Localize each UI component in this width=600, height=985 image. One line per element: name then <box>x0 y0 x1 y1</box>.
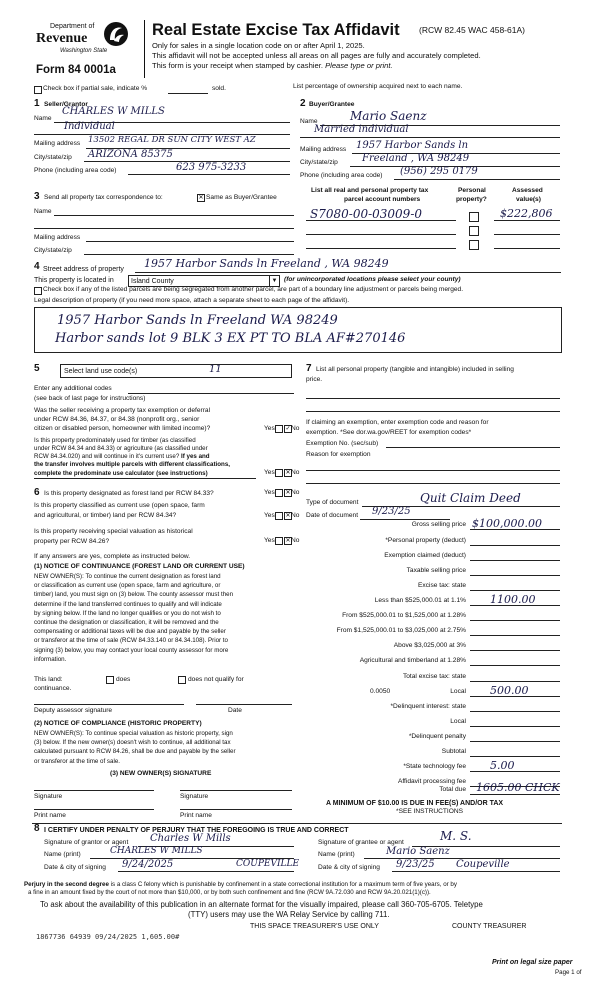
grantor-name: CHARLES W MILLS <box>110 846 203 856</box>
tax-row-label: *State technology fee <box>403 763 466 770</box>
parcel-col-head-2: parcel account numbers <box>344 196 421 203</box>
sec6-q2-line-b: and agricultural, or timber) land per RCW 84.34? <box>34 512 177 519</box>
notice1-line: or transferor at the time of sale (RCW 84.33.140 or 84.34.108). Prior to <box>34 637 228 645</box>
codes-label: Enter any additional codes <box>34 385 112 392</box>
tax-row-line <box>470 620 560 621</box>
tax-row-label: Above $3,025,000 at 3% <box>393 642 466 649</box>
assessed-value: $222,806 <box>500 207 553 220</box>
tax-row-label: *Delinquent interest: state <box>390 703 466 710</box>
notice1-line: information. <box>34 655 67 663</box>
buyer-section-number: 2 <box>300 98 306 109</box>
tax-row-label: Total due <box>439 786 466 793</box>
grantor-sig-label: Signature of grantor or agent <box>44 839 129 846</box>
sec6-q2-yes-label: Yes <box>264 512 275 519</box>
tax-row-label: Exemption claimed (deduct) <box>384 552 466 559</box>
personal-checkbox-1[interactable] <box>469 212 479 222</box>
q2-no-label: No <box>291 469 300 476</box>
sec3-number: 3 <box>34 191 40 202</box>
exempt-label-b: exemption. *See dor.wa.gov/REET for exemption codes* <box>306 429 472 436</box>
q2-line-f: complete the predominate use calculator (see instructions) <box>34 470 208 477</box>
sec6-q3-no-checkbox[interactable]: ✕ <box>285 538 291 544</box>
personal-col-head-2: property? <box>456 196 487 203</box>
notice2-line: calculated pursuant to RCW 84.26, shall be due and payable by the seller <box>34 748 236 756</box>
owner-signature-1: Signature <box>34 793 63 800</box>
assessed-col-head-1: Assessed <box>512 187 543 194</box>
tax-row-line <box>470 771 560 772</box>
deputy-signature-label: Deputy assessor signature <box>34 707 113 714</box>
segregate-label: Check box if any of the listed parcels are being segregated from another parcel, are part of a boundary line adjustment or parcels being merged. <box>43 286 464 293</box>
doc-type-label: Type of document <box>306 499 359 506</box>
form-number: Form 84 0001a <box>36 64 116 76</box>
doc-date: 9/23/25 <box>372 506 411 517</box>
grantee-name: Mario Saenz <box>386 846 450 857</box>
notice1-line: by signing below. If the land no longer qualifies or you do not wish to <box>34 609 221 617</box>
tax-row-label: Affidavit processing fee <box>397 778 466 785</box>
sec7-label-b: price. <box>306 376 323 383</box>
availability-line-1: To ask about the availability of this publication in an alternate format for the visually impaired, please call 360-705-6705. Teletype <box>40 900 483 909</box>
personal-checkbox-3[interactable] <box>469 240 479 250</box>
sec6-q2-line-a: Is this property classified as current use (open space, farm <box>34 502 205 509</box>
buyer-name-label: Name <box>300 118 318 125</box>
sec3-city-label: City/state/zip <box>34 247 72 254</box>
notice2-line: (3) below. If the new owner(s) doesn't wish to continue, all additional tax <box>34 739 231 747</box>
tax-row-label: Subtotal <box>441 748 466 755</box>
parcel-number: S7080-00-03009-0 <box>310 207 423 221</box>
notice1-line: or classification as current use (open space, farm and agriculture, or <box>34 582 221 590</box>
county-note: (for unincorporated locations please select your county) <box>284 276 461 283</box>
perjury-rest: is a class C felony which is punishable by confinement in a state correctional institution for a maximum term of five years, or by <box>108 881 457 888</box>
does-label: does <box>116 676 131 683</box>
ownership-note: List percentage of ownership acquired next to each name. <box>293 83 463 90</box>
buyer-name: Mario Saenz <box>350 109 427 123</box>
tax-row-label: Less than $525,000.01 at 1.1% <box>374 597 466 604</box>
seller-name: CHARLES W MILLS <box>62 106 165 117</box>
sec6-q1: Is this property designated as forest land per RCW 84.33? <box>44 490 214 497</box>
form-subtitle-3a: This form is your receipt when stamped by cashier. <box>152 61 323 70</box>
grantee-sig-label: Signature of grantee or agent <box>318 839 404 846</box>
codes-note: (see back of last page for instructions) <box>34 395 146 402</box>
q1-line-b: under RCW 84.36, 84.37, or 84.38 (nonprofit org., senior <box>34 416 200 423</box>
q2-no-checkbox[interactable]: ✕ <box>285 470 291 476</box>
land-use-value: 11 <box>209 364 222 375</box>
see-instructions: *SEE INSTRUCTIONS <box>396 808 464 815</box>
sec6-note: If any answers are yes, complete as instructed below. <box>34 553 191 560</box>
sec6-q1-no-checkbox[interactable]: ✕ <box>285 490 291 496</box>
street-label: Street address of property <box>43 266 124 273</box>
tax-row-line <box>470 711 560 712</box>
sec6-q3-yes-label: Yes <box>264 537 275 544</box>
parcel-col-head-1: List all real and personal property tax <box>311 187 429 194</box>
q1-line-c: citizen or disabled person, homeowner with limited income)? <box>34 425 211 432</box>
tax-row-line <box>470 590 560 591</box>
tax-row-value: $100,000.00 <box>472 517 542 530</box>
notice1-line: timber) land, you must sign on (3) below. The county assessor must then <box>34 591 234 599</box>
form-rcw: (RCW 82.45 WAC 458-61A) <box>419 25 525 35</box>
assessed-col-head-2: value(s) <box>516 196 541 203</box>
seller-phone-label: Phone (including area code) <box>34 167 117 174</box>
notice2-head: (2) NOTICE OF COMPLIANCE (HISTORIC PROPERTY) <box>34 720 202 727</box>
tax-row-line <box>470 650 560 651</box>
tax-row-label: From $525,000.01 to $1,525,000 at 1.28% <box>342 612 466 619</box>
seller-section-number: 1 <box>34 98 40 109</box>
sec6-number: 6 <box>34 487 40 498</box>
seller-name-label: Name <box>34 115 52 122</box>
land-use-select-label: Select land use code(s) <box>64 367 138 375</box>
buyer-city-label: City/state/zip <box>300 159 338 166</box>
form-subtitle-1: Only for sales in a single location code on or after April 1, 2025. <box>152 41 365 50</box>
availability-line-2: (TTY) users may use the WA Relay Service by calling 711. <box>188 910 390 919</box>
sec6-q1-yes-checkbox[interactable] <box>275 489 283 497</box>
county-select-value: Island County <box>131 277 174 285</box>
q2-yes-label: Yes <box>264 469 275 476</box>
legal-line-1: 1957 Harbor Sands ln Freeland WA 98249 <box>57 313 338 328</box>
page-number: Page 1 of <box>555 969 582 976</box>
treasurer-use-label: THIS SPACE TREASURER'S USE ONLY <box>250 923 379 930</box>
sec6-q3-line-a: Is this property receiving special valuation as historical <box>34 528 193 535</box>
legal-line-2: Harbor sands lot 9 BLK 3 EX PT TO BLA AF#270146 <box>55 331 406 346</box>
q1-no-checkbox[interactable]: ✓ <box>285 426 291 432</box>
grantee-date: 9/23/25 <box>396 859 435 870</box>
sec6-q1-yes-label: Yes <box>264 489 275 496</box>
sec4-number: 4 <box>34 261 40 272</box>
tax-row-label: Total excise tax: state <box>402 673 466 680</box>
sec8-top-rule <box>32 823 562 824</box>
personal-col-head-1: Personal <box>458 187 486 194</box>
buyer-heading: Buyer/Grantee <box>309 101 355 108</box>
does-checkbox[interactable] <box>106 676 114 684</box>
buyer-name-2: Married individual <box>314 124 409 135</box>
grantee-name-label: Name (print) <box>318 851 355 858</box>
sec6-q2-no-checkbox[interactable]: ✕ <box>285 513 291 519</box>
grantor-city: COUPEVILLE <box>236 859 300 869</box>
tax-row-value: 5.00 <box>490 759 515 772</box>
seller-name-2: Individual <box>64 121 115 132</box>
tax-row-line <box>470 681 560 682</box>
owner-print-name-1: Print name <box>34 812 66 819</box>
legal-label: Legal description of property (if you need more space, attach a separate sheet to each page of the affidavit). <box>34 297 350 304</box>
form-subtitle-2: This affidavit will not be accepted unless all areas on all pages are fully and accurately completed. <box>152 51 481 60</box>
tax-row-line <box>470 741 560 742</box>
sec3-label: Send all property tax correspondence to: <box>44 194 163 201</box>
seller-city-label: City/state/zip <box>34 154 72 161</box>
tax-row-label: *Personal property (deduct) <box>385 537 466 544</box>
tax-row-line <box>470 794 560 795</box>
buyer-addr-label: Mailing address <box>300 146 347 153</box>
reason-label: Reason for exemption <box>306 451 371 458</box>
header-divider <box>144 20 145 78</box>
tax-row-line <box>470 575 560 576</box>
notice3-head: (3) NEW OWNER(S) SIGNATURE <box>110 770 212 777</box>
grantor-date: 9/24/2025 <box>122 859 174 870</box>
sec7-label-a: List all personal property (tangible and intangible) included in selling <box>316 366 514 373</box>
tax-row-label: Gross selling price <box>411 521 466 528</box>
buyer-phone-label: Phone (including area code) <box>300 172 383 179</box>
dept-line2: Revenue <box>36 31 88 46</box>
q2-line-b: under RCW 84.34 and 84.33) or agriculture (as classified under <box>34 445 208 452</box>
cashier-stamp: 1867736 64939 09/24/2025 1,605.00# <box>36 933 180 941</box>
doc-type: Quit Claim Deed <box>420 491 521 505</box>
notice1-line: compensating or additional taxes will be due and payable by the seller <box>34 628 226 636</box>
perjury-line-1 <box>24 882 457 888</box>
notice1-line: signing (3) below, you may contact your local county assessor for more <box>34 646 229 654</box>
notice2-line: or transferor at the time of sale. <box>34 757 120 765</box>
sec5-number: 5 <box>34 363 40 374</box>
chevron-down-icon: ▼ <box>269 276 279 286</box>
personal-checkbox-2[interactable] <box>469 226 479 236</box>
grantor-signature: Charles W Mills <box>150 833 231 844</box>
tax-row-line <box>470 545 560 546</box>
tax-row-label: From $1,525,000.01 to $3,025,000 at 2.75% <box>336 627 466 634</box>
minimum-due-note: A MINIMUM OF $10.00 IS DUE IN FEE(S) AND/OR TAX <box>326 800 504 807</box>
perjury-bold: Perjury in the second degree <box>24 881 109 888</box>
buyer-city: Freeland , WA 98249 <box>362 153 470 164</box>
sec6-q3-line-b: property per RCW 84.26? <box>34 538 110 545</box>
exempt-no-label: Exemption No. (sec/sub) <box>306 440 379 447</box>
notice1-line: NEW OWNER(S): To continue the current designation as forest land <box>34 573 221 580</box>
owner-print-name-2: Print name <box>180 812 212 819</box>
tax-row-value: 1605.00 CHCK <box>476 781 560 794</box>
county-label: This property is located in <box>34 277 114 284</box>
partial-sale-label: Check box if partial sale, indicate % <box>43 85 148 92</box>
q1-yes-checkbox[interactable] <box>275 425 283 433</box>
form-subtitle-3 <box>152 62 393 70</box>
county-treasurer-label: COUNTY TREASURER <box>452 923 527 930</box>
tax-row-line <box>470 635 560 636</box>
seller-addr-label: Mailing address <box>34 140 81 147</box>
sec3-name-label: Name <box>34 208 52 215</box>
seller-address: 13502 REGAL DR SUN CITY WEST AZ <box>88 135 256 145</box>
sec8-number: 8 <box>34 823 40 834</box>
grantee-city: Coupeville <box>456 859 510 870</box>
dept-line1: Department of <box>50 23 95 30</box>
buyer-phone: (956) 295 0179 <box>400 166 478 177</box>
dept-line3: Washington State <box>60 48 108 54</box>
tax-row-label: Taxable selling price <box>406 567 466 574</box>
tax-row-line <box>470 665 560 666</box>
seller-heading: Seller/Grantor <box>44 101 88 108</box>
local-rate: 0.0050 <box>370 688 391 695</box>
does-not-checkbox[interactable] <box>178 676 186 684</box>
form-title: Real Estate Excise Tax Affidavit <box>152 21 400 39</box>
buyer-address: 1957 Harbor Sands ln <box>356 140 469 151</box>
q2-line-e: the transfer involves multiple parcels with different classifications, <box>34 461 230 468</box>
doc-date-label: Date of document <box>306 512 359 519</box>
land-use-select[interactable] <box>60 364 292 378</box>
seller-city: ARIZONA 85375 <box>88 149 173 160</box>
notice2-line: NEW OWNER(S): To continue special valuation as historic property, sign <box>34 730 233 737</box>
owner-signature-2: Signature <box>180 793 209 800</box>
q2-line-c-bold: If yes and <box>181 453 210 460</box>
same-as-buyer-checkbox[interactable]: ✕ <box>198 195 204 201</box>
revenue-logo <box>32 18 132 58</box>
tax-row-label: Excise tax: state <box>417 582 466 589</box>
sec6-q2-no-label: No <box>291 512 300 519</box>
grantee-signature: M. S. <box>440 829 472 843</box>
certify-statement: I CERTIFY UNDER PENALTY OF PERJURY THAT THE FOREGOING IS TRUE AND CORRECT <box>44 827 349 834</box>
partial-sold-label: sold. <box>212 85 226 92</box>
grantor-name-label: Name (print) <box>44 851 81 858</box>
tax-row-value: 500.00 <box>490 684 529 697</box>
q1-no-label: No <box>291 425 300 432</box>
land-label: This land: <box>34 676 63 683</box>
sec3-addr-label: Mailing address <box>34 234 81 241</box>
sec6-q3-no-label: No <box>291 537 300 544</box>
revenue-swirl-icon <box>102 20 130 48</box>
segregate-checkbox[interactable] <box>34 287 42 295</box>
tax-row-line <box>470 726 560 727</box>
tax-row-line <box>470 560 560 561</box>
tax-row-line <box>470 756 560 757</box>
notice1-line: continue the designation or classification, it will be removed and the <box>34 619 219 626</box>
exempt-label-a: If claiming an exemption, enter exemption code and reason for <box>306 419 489 426</box>
notice1-head: (1) NOTICE OF CONTINUANCE (FOREST LAND OR CURRENT USE) <box>34 563 245 570</box>
tax-row-label: *Delinquent penalty <box>408 733 466 740</box>
deputy-date-label: Date <box>228 707 242 714</box>
partial-percent-line <box>168 93 208 94</box>
grantee-date-label: Date & city of signing <box>318 864 380 871</box>
q2-line-c-text: RCW 84.34.020) and will continue in it's current use? <box>34 453 180 460</box>
sec6-q1-no-label: No <box>291 489 300 496</box>
street-address: 1957 Harbor Sands ln Freeland , WA 98249 <box>144 257 389 270</box>
perjury-line-2: a fine in an amount fixed by the court of not more than $10,000, or by both such confinement and fine (RCW 9A.72.030 and RCW 9A.20.021(1)(c)). <box>28 889 431 896</box>
tax-row-value: 1100.00 <box>490 593 536 606</box>
form-subtitle-3b: Please type or print. <box>325 61 393 70</box>
partial-sale-checkbox[interactable] <box>34 86 42 94</box>
does-not-label: does not qualify for <box>188 676 244 683</box>
sec6-q3-yes-checkbox[interactable] <box>275 537 283 545</box>
tax-row-label: Agricultural and timberland at 1.28% <box>359 657 466 664</box>
notice1-line: determine if the land transferred continues to qualify and will indicate <box>34 600 222 608</box>
sec6-q2-yes-checkbox[interactable] <box>275 512 283 520</box>
q1-yes-label: Yes <box>264 425 275 432</box>
continuance-label: continuance. <box>34 685 72 692</box>
tax-row-label: Local <box>450 688 466 695</box>
same-as-buyer-label: Same as Buyer/Grantee <box>206 194 277 201</box>
grantor-date-label: Date & city of signing <box>44 864 106 871</box>
tax-row-label: Local <box>450 718 466 725</box>
seller-phone: 623 975-3233 <box>176 162 247 173</box>
q2-line-a: Is this property predominately used for timber (as classified <box>34 437 196 444</box>
legal-description-box[interactable] <box>34 307 562 353</box>
q2-line-c <box>34 454 210 460</box>
sec7-number: 7 <box>306 363 312 374</box>
q1-line-a: Was the seller receiving a property tax exemption or deferral <box>34 407 211 414</box>
q2-yes-checkbox[interactable] <box>275 469 283 477</box>
legal-size-note: Print on legal size paper <box>492 959 573 966</box>
